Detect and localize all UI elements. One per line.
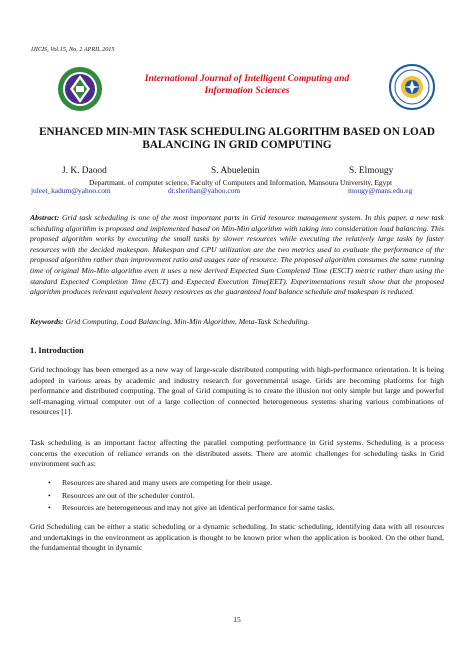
abstract-text: Grid task scheduling is one of the most important parts in Grid resource management system. In this paper, a new task scheduling algorithm is proposed and implemented based on Min-Min algorithm with taking into consideration load balancing. This proposed algorithm works by executing the small tasks by slower resources while executing the relatively large tasks by faster resources with the decided makespan. Makespan and CPU utilization are the two metrics used to evaluate the performance of the proposed algorithm rather than improvement ratio and usages rate of resource. The proposed algorithm consumes the same running time of original Min-Min algorithm even it uses a new derived Expected Sum Completed Time (ESCT) metric rather than using the standard Expected Completion Time (ECT) and Expected Execution Time(EET). Experimentations result show that the proposed algorithm produces relevant equivalent heavy resources as the guaranteed load balance schedule and makespan is reduced. [30, 213, 444, 297]
author-affiliation: Departmant. of computer science, Faculty of Computers and Information, Mansoura University, Egypt [89, 178, 393, 187]
journal-logo-icon [56, 65, 104, 113]
section-heading: 1. Introduction [30, 346, 84, 355]
author-name: S. Elmougy [349, 166, 394, 176]
body-paragraph: Grid technology has been emerged as a new way of large-scale distributed computing with high-performance orientation. It is being adopted in various areas by academic and industry research for governmental usage. Grids are becoming platforms for high performance and distributed computing. The goal of Grid computing is to create the illusion not only simple but large and powerful self-managing virtual computer out of a large collection of connected heterogeneous systems sharing various combinations of resources [1]. [30, 365, 444, 417]
running-head: IJICIS, Vol.15, No. 2 APRIL 2015 [31, 46, 115, 53]
list-item-text: Resources are heterogeneous and may not give an identical performance for same tasks. [62, 503, 335, 512]
author-name: J. K. Daood [62, 166, 107, 176]
author-email-link[interactable]: juleet_kadum@yahoo.com [31, 186, 111, 195]
author-email-link[interactable]: dr.sherihan@yahoo.com [168, 186, 241, 195]
abstract [30, 213, 444, 298]
keywords [30, 317, 444, 326]
list-item [48, 502, 444, 515]
paper-title-line2: BALANCING IN GRID COMPUTING [142, 139, 332, 151]
journal-title-line1: International Journal of Intelligent Computing and [144, 73, 350, 84]
journal-title [112, 73, 382, 97]
bullet-icon: • [48, 490, 51, 500]
list-item [48, 490, 444, 503]
list-item [48, 477, 444, 490]
abstract-label: Abstract: [30, 213, 60, 222]
bullet-icon: • [48, 478, 51, 487]
university-logo-icon [388, 63, 436, 111]
body-paragraph: Task scheduling is an important factor affecting the parallel computing performance in Grid systems. Scheduling is a process concerns the execution of reliance errands on the distributed assets. There are atomic challenges for scheduling tasks in Grid environment such as: [30, 438, 444, 469]
keywords-text: Grid Computing, Load Balancing, Min-Min Algorithm, Meta-Task Scheduling. [63, 317, 310, 326]
body-paragraph: Grid Scheduling can be either a static scheduling or a dynamic scheduling. In static scheduling, identifying data with all resources and undertakings in the environment as application is thought to be known prior when the application is booked. On the other hand, the fundamental thought in dynamic [30, 522, 444, 553]
keywords-label: Keywords: [30, 317, 64, 326]
page-number: 15 [233, 615, 241, 624]
paper-title-line1: ENHANCED MIN-MIN TASK SCHEDULING ALGORITHM BASED ON LOAD [39, 126, 435, 138]
bullet-list [48, 477, 444, 515]
bullet-icon: • [48, 503, 51, 512]
journal-title-line2: Information Sciences [204, 85, 290, 96]
author-name: S. Abuelenin [211, 166, 260, 176]
list-item-text: Resources are shared and many users are competing for their usage. [62, 478, 273, 487]
author-email-link[interactable]: mougy@mans.edu.eg [348, 186, 413, 195]
paper-title [30, 126, 444, 152]
list-item-text: Resources are out of the scheduler control. [62, 490, 195, 500]
